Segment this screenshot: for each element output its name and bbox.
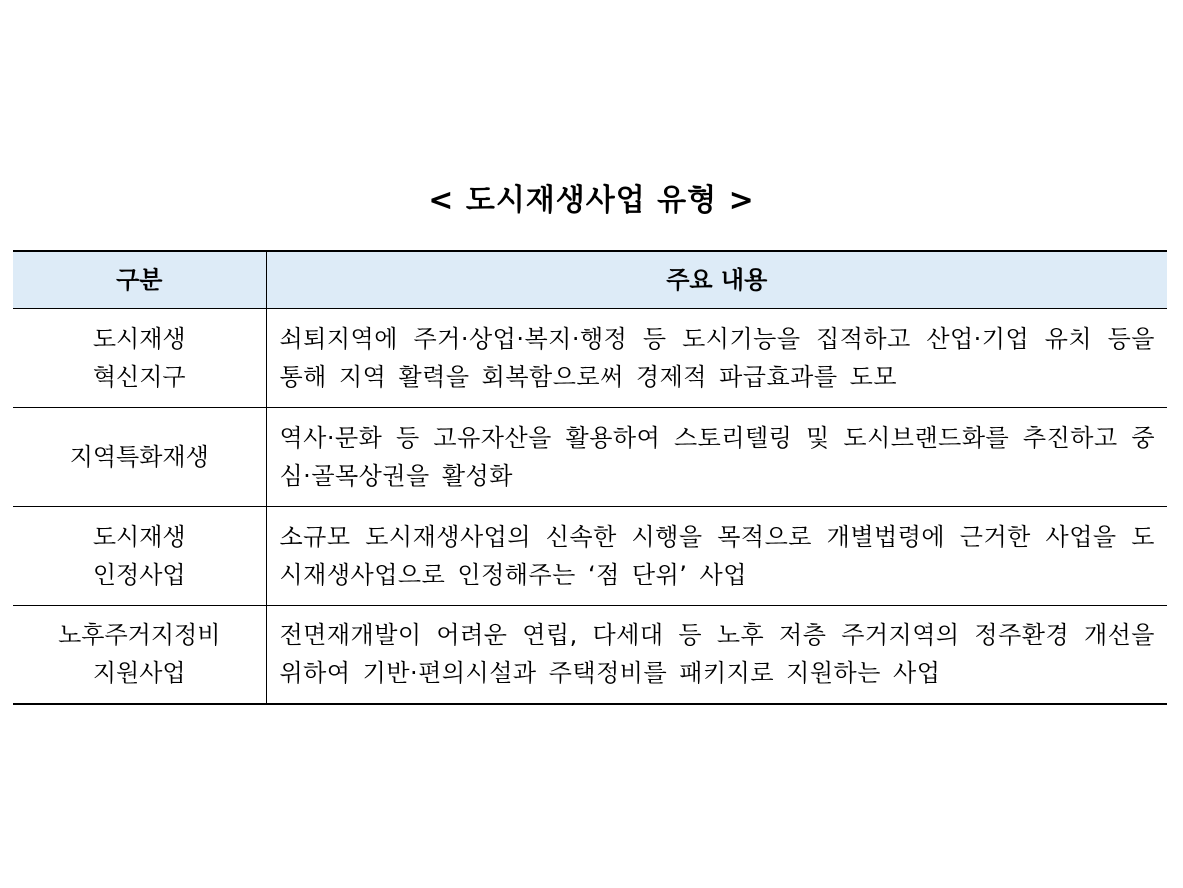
category-line: 노후주거지정비	[58, 621, 221, 650]
urban-regeneration-types-table	[13, 250, 1167, 705]
header-category: 구분	[13, 251, 266, 308]
table-row	[13, 407, 1167, 506]
document-title: < 도시재생사업 유형 >	[428, 183, 755, 218]
category-line: 인정사업	[92, 560, 186, 589]
row-content: 역사·문화 등 고유자산을 활용하여 스토리텔링 및 도시브랜드화를 추진하고 중심·골목상권을 활성화	[266, 407, 1167, 506]
row-category	[13, 506, 266, 605]
row-category	[13, 605, 266, 704]
category-line: 지역특화재생	[69, 442, 209, 471]
table-header-row	[13, 251, 1167, 308]
table-row	[13, 308, 1167, 407]
row-category	[13, 407, 266, 506]
category-line: 도시재생	[92, 522, 186, 551]
category-line: 도시재생	[92, 324, 186, 353]
row-content: 전면재개발이 어려운 연립, 다세대 등 노후 저층 주거지역의 정주환경 개선을 위하여 기반·편의시설과 주택정비를 패키지로 지원하는 사업	[266, 605, 1167, 704]
table-row	[13, 506, 1167, 605]
row-category	[13, 308, 266, 407]
row-content: 쇠퇴지역에 주거·상업·복지·행정 등 도시기능을 집적하고 산업·기업 유치 등을 통해 지역 활력을 회복함으로써 경제적 파급효과를 도모	[266, 308, 1167, 407]
category-line: 지원사업	[92, 659, 186, 688]
table-row	[13, 605, 1167, 704]
header-content: 주요 내용	[266, 251, 1167, 308]
row-content: 소규모 도시재생사업의 신속한 시행을 목적으로 개별법령에 근거한 사업을 도시재생사업으로 인정해주는 ‘점 단위’ 사업	[266, 506, 1167, 605]
category-line: 혁신지구	[92, 362, 186, 391]
